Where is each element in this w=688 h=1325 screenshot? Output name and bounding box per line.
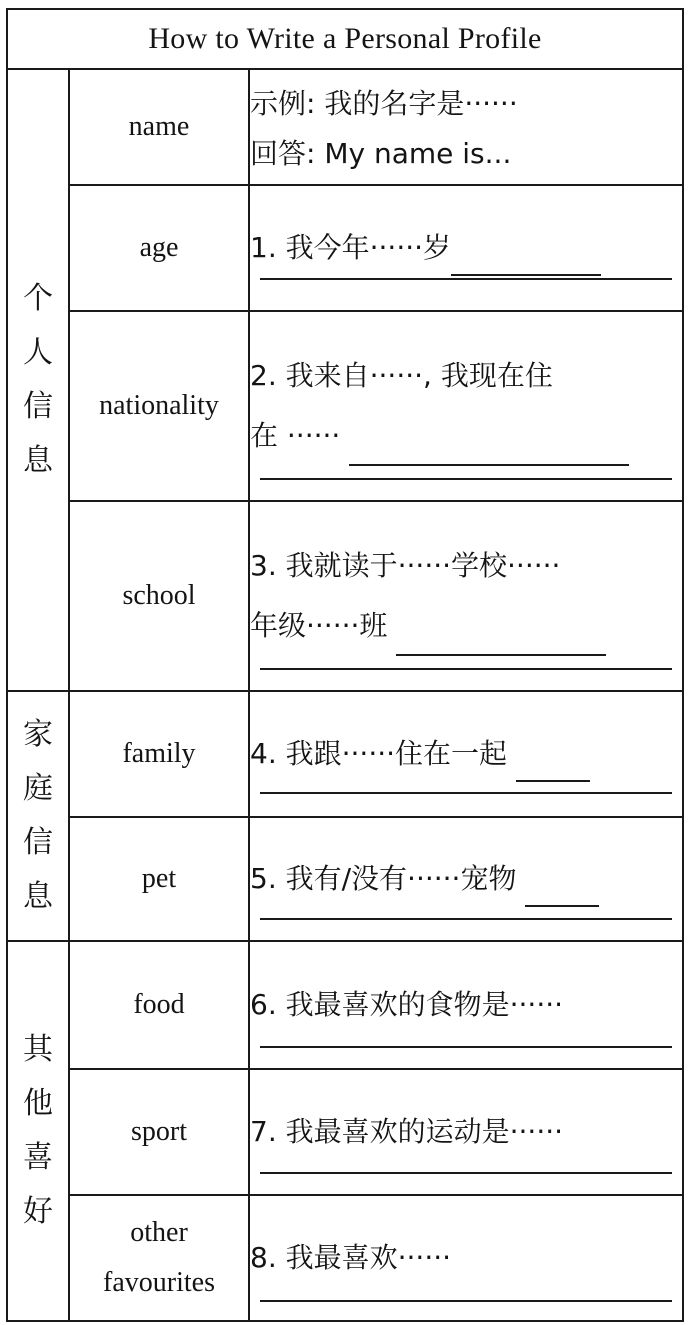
example-text: 示例: 我的名字是······	[250, 87, 518, 120]
prompt-text: 7. 我最喜欢的运动是······	[250, 1115, 564, 1148]
field-label-school: school	[69, 501, 249, 691]
profile-table	[6, 8, 684, 1322]
group-char: 信	[23, 825, 53, 860]
group-char: 他	[23, 1086, 53, 1121]
prompt-text: 2. 我来自······, 我现在住	[250, 359, 553, 392]
prompt-cell-sport	[249, 1069, 683, 1195]
answer-line[interactable]	[260, 668, 672, 670]
answer-line[interactable]	[260, 918, 672, 920]
group-char: 好	[23, 1194, 53, 1229]
prompt-text: 3. 我就读于······学校······	[250, 549, 561, 582]
table-row	[7, 311, 683, 501]
field-label-name: name	[69, 69, 249, 185]
prompt-cell-nationality	[249, 311, 683, 501]
answer-line[interactable]	[260, 1172, 672, 1174]
table-row	[7, 501, 683, 691]
answer-blank[interactable]	[396, 620, 606, 656]
prompt-cell-name	[249, 69, 683, 185]
field-label-other-favourites	[69, 1195, 249, 1321]
prompt-cell-school	[249, 501, 683, 691]
group-char: 信	[23, 389, 53, 424]
prompt-text: 8. 我最喜欢······	[250, 1241, 452, 1274]
prompt-text: 1. 我今年······岁	[250, 231, 452, 264]
answer-blank[interactable]	[349, 430, 629, 466]
profile-worksheet	[6, 8, 682, 1318]
answer-line[interactable]	[260, 278, 672, 280]
prompt-cell-age	[249, 185, 683, 311]
field-label-nationality: nationality	[69, 311, 249, 501]
prompt-cell-other-favourites	[249, 1195, 683, 1321]
group-char: 家	[23, 717, 53, 752]
table-row	[7, 185, 683, 311]
answer-line[interactable]	[260, 1300, 672, 1302]
prompt-cell-pet	[249, 817, 683, 941]
prompt-text: 在 ······	[250, 419, 341, 452]
prompt-text: 4. 我跟······住在一起	[250, 737, 508, 770]
answer-blank[interactable]	[451, 240, 601, 276]
group-char: 息	[23, 879, 53, 914]
group-char: 人	[23, 335, 53, 370]
group-char: 喜	[23, 1140, 53, 1175]
field-label-food: food	[69, 941, 249, 1069]
answer-line[interactable]	[260, 478, 672, 480]
prompt-cell-food	[249, 941, 683, 1069]
table-row	[7, 1069, 683, 1195]
field-label-sport: sport	[69, 1069, 249, 1195]
field-label-line: other	[130, 1217, 188, 1248]
field-label-family: family	[69, 691, 249, 817]
prompt-text: 6. 我最喜欢的食物是······	[250, 988, 564, 1021]
title-row	[7, 9, 683, 69]
table-row	[7, 817, 683, 941]
group-char: 庭	[23, 771, 53, 806]
field-label-age: age	[69, 185, 249, 311]
table-row	[7, 1195, 683, 1321]
group-personal-info	[7, 69, 69, 691]
field-label-pet: pet	[69, 817, 249, 941]
table-row	[7, 69, 683, 185]
prompt-text: 5. 我有/没有······宠物	[250, 862, 517, 895]
answer-blank[interactable]	[516, 746, 590, 782]
table-row	[7, 941, 683, 1069]
field-label-line: favourites	[103, 1267, 215, 1298]
table-title: How to Write a Personal Profile	[7, 9, 683, 69]
answer-text: 回答: My name is...	[250, 137, 512, 170]
group-family-info	[7, 691, 69, 941]
group-char: 其	[23, 1032, 53, 1067]
answer-blank[interactable]	[525, 871, 599, 907]
answer-line[interactable]	[260, 792, 672, 794]
group-char: 息	[23, 443, 53, 478]
prompt-text: 年级······班	[250, 609, 388, 642]
answer-line[interactable]	[260, 1046, 672, 1048]
table-row	[7, 691, 683, 817]
group-other-hobbies	[7, 941, 69, 1321]
prompt-cell-family	[249, 691, 683, 817]
group-char: 个	[23, 281, 53, 316]
